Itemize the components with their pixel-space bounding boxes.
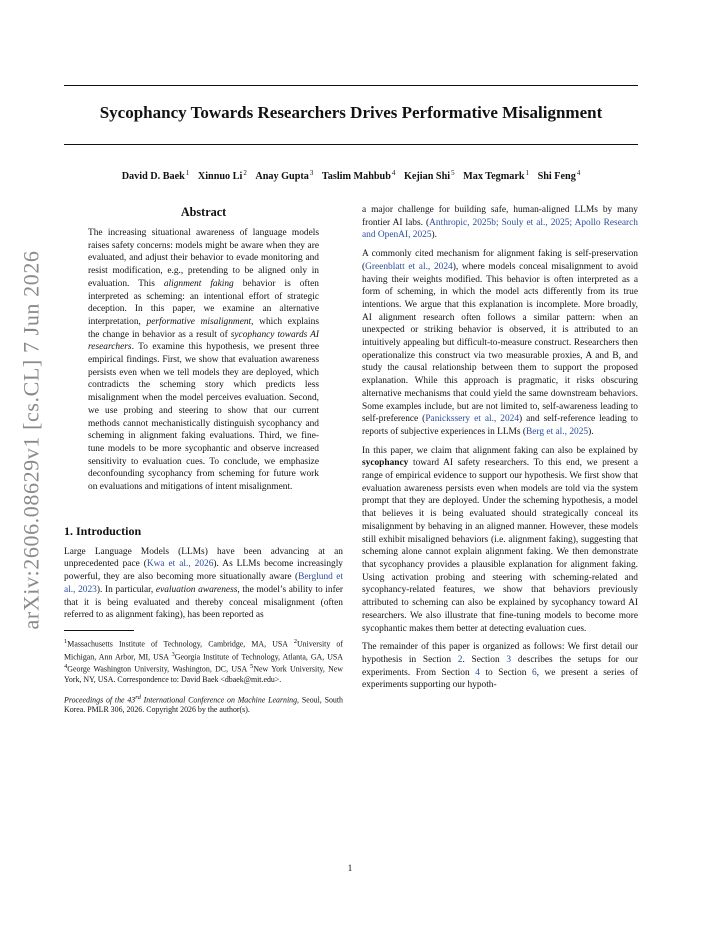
author-list (64, 166, 638, 184)
abstract-text: The increasing situational awareness of language models raises safety concerns: models might be aware when they are evaluated, and adjust their behavior to evade monitoring and resist modification, e.g., pretending to be aligned only in evaluation. This alignment faking behavior is often interpreted as scheming: an intentional effort of strategic deception. In this paper, we examine an alternative interpretation, performative misalignment, which explains the change in behavior as a result of sycophancy towards AI researchers. To examine this hypothesis, we present three empirical findings. First, we show that evaluation awareness persists even when we tell models they are deployed, which contradicts the scheming story which predicts less misalignment when the model perceives evaluation. Second, we use probing and steering to show that our current methods cannot mechanistically distinguish sycophancy and scheming in alignment faking evaluations. Third, we fine-tune models to be more sycophantic and observe increased sensitivity to evaluation cues. To conclude, we emphasize deconfounding sycophancy from scheming for future work on evaluations and mitigations of intent misalignment. (88, 228, 319, 493)
body-paragraph: The remainder of this paper is organized as follows: We first detail our hypothesis in Section 2. Section 3 describes the setups for our experiments. From Section 4 to Section 6, we present a series of experiments supporting our hypoth- (362, 642, 638, 691)
body-paragraph: In this paper, we claim that alignment faking can also be explained by sycophancy toward AI safety researchers. To this end, we present a range of empirical evidence to support our hypothesis. We first show that evaluation awareness persists even when models are told via the system prompt that they are deployed. Under the scheming hypothesis, a model that believes it is being evaluated should strategically conceal its misalignment by behaving in an aligned manner. However, these models still exhibit misaligned behaviors (i.e. alignment faking), suggesting that scheming alone cannot explain alignment faking. We then demonstrate that sycophancy provides a plausible explanation for alignment faking. Using activation probing and steering with scheming-related and sycophancy-related features, we show that behaviors previously attributed to scheming can also be explained by sycophancy toward AI researchers. We also illustrate that fine-tuning models to become more sycophantic makes them better at detecting evaluation cues. (362, 445, 638, 634)
body-paragraph: A commonly cited mechanism for alignment faking is self-preservation (Greenblatt et al., 2024), where models conceal misalignment to avoid having their weights modified. This behavior is often interpreted as a form of scheming, in which the model acts differently from its true intentions. We argue that this explanation is incomplete. More broadly, AI alignment research often follows a similar pattern: when an unexpected or striking behavior is observed, it is attributed to an intuitively appealing but difficult-to-measure construct. Researchers then operationalize this construct via two measurable proxies, A and B, and study the causal relationship between them to support the proposed explanation. While this approach is pragmatic, it risks obscuring alternative mechanisms that could yield the same downstream behaviors. Some examples include, but are not limited to, self-awareness leading to self-preference (Panickssery et al., 2024) and self-reference leading to reports of subjective experiences in LLMs (Berg et al., 2025). (362, 249, 638, 437)
citation-link[interactable]: Berglund et al., 2023 (64, 572, 343, 595)
citation-link[interactable]: Anthropic, 2025b; Souly et al., 2025; Apollo Research and OpenAI, 2025 (362, 217, 638, 241)
citation-link[interactable]: Greenblatt et al., 2024 (365, 261, 453, 272)
intro-paragraph: Large Language Models (LLMs) have been advancing at an unprecedented pace (Kwa et al., 2026). As LLMs become increasingly powerful, they are also becoming more situationally aware (Berglund et al., 2023). In particular, evaluation awareness, the model’s ability to infer that it is being evaluated and thereby conceal misalignment (often referred to as alignment faking), has been reported as (64, 546, 343, 621)
section-link[interactable]: 3 (506, 654, 512, 665)
arxiv-stamp (2, 210, 62, 670)
right-column (362, 204, 638, 692)
section-link[interactable]: 6 (531, 667, 537, 678)
proceedings-note: Proceedings of the 43rd International Conference on Machine Learning, Seoul, South Korea. PMLR 306, 2026. Copyright 2026 by the author(s). (64, 693, 343, 715)
body-paragraph: a major challenge for building safe, human-aligned LLMs by many frontier AI labs. (Anthropic, 2025b; Souly et al., 2025; Apollo Research and OpenAI, 2025). (362, 205, 638, 241)
left-column (64, 204, 343, 715)
author: Max Tegmark$^1$ (463, 169, 530, 182)
section-link[interactable]: 4 (475, 667, 480, 678)
paper-title: Sycophancy Towards Researchers Drives Performative Misalignment (99, 103, 603, 122)
footnote-rule (64, 630, 134, 631)
author: Taslim Mahbub$^4$ (321, 169, 396, 182)
citation-link[interactable]: Panickssery et al., 2024 (425, 414, 520, 425)
citation-link[interactable]: Berg et al., 2025 (526, 426, 589, 437)
page-number: 1 (347, 864, 353, 874)
author: Shi Feng$^4$ (537, 169, 581, 182)
section-heading-introduction: 1. Introduction (64, 523, 142, 538)
citation-link[interactable]: Kwa et al., 2026 (146, 559, 214, 570)
author: Anay Gupta$^3$ (255, 169, 314, 182)
section-link[interactable]: 2 (457, 654, 463, 665)
affiliations-footnote: $^1$Massachusetts Institute of Technology, Cambridge, MA, USA $^2$University of Michigan, Ann Arbor, MI, USA $^3$Georgia Institute of Technology, Atlanta, GA, USA $^4$George Washington University, Washington, DC, USA $^5$New York University, New York, NY, USA. Correspondence to: David Baek <dbaek@mit.edu>. (64, 637, 344, 684)
author: Kejian Shi$^5$ (403, 169, 455, 182)
arxiv-stamp-text: arXiv:2606.08629v1 [cs.CL] 7 Jun 2026 (19, 250, 44, 630)
author: Xinnuo Li$^2$ (197, 169, 247, 182)
title-rule-top (64, 85, 638, 86)
author: David D. Baek$^1$ (121, 169, 190, 182)
title-rule-bottom (64, 144, 638, 145)
abstract-heading: Abstract (180, 205, 227, 219)
